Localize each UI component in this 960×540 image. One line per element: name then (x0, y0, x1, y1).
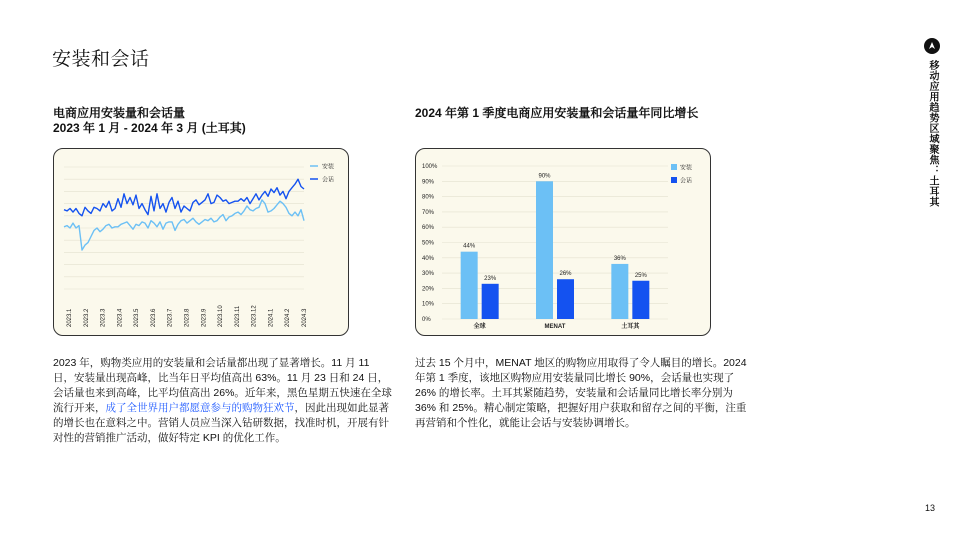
bar-sessions (557, 279, 574, 319)
x-tick-label: 2023.6 (150, 308, 157, 327)
brand-logo-icon (924, 38, 940, 54)
x-tick-label: 2023.5 (134, 308, 141, 327)
x-tick-label: 2023.7 (167, 308, 174, 327)
y-tick-label: 40% (422, 255, 435, 262)
data-label: 25% (634, 272, 647, 279)
y-tick-label: 50% (422, 240, 435, 247)
x-tick-label: 2023.12 (251, 305, 258, 327)
bar-chart (416, 149, 710, 335)
left-chart-title (53, 106, 246, 136)
left-body-text-part1: 2023 年，购物类应用的安装量和会话量都出现了显著增长。11 月 11 日，安装量出现高峰，比当年日平均值高出 63%。11 月 23 日和 24 日，会话量也来到高峰，比平均值高出 26%。近年来，黑色星期五快速在全球流行开来， (53, 357, 392, 414)
y-tick-label: 80% (422, 194, 435, 201)
legend-label: 会话 (322, 177, 335, 184)
bar-installs (461, 252, 478, 319)
x-tick-label: 2024.1 (268, 308, 275, 327)
bar-installs (611, 264, 628, 319)
legend-swatch (671, 164, 677, 170)
data-label: 36% (613, 255, 626, 262)
x-tick-label: 2023.2 (83, 308, 90, 327)
x-tick-label: 2023.10 (218, 305, 225, 327)
data-label: 90% (538, 173, 551, 180)
data-label: 26% (559, 271, 572, 278)
bar-chart-card (415, 148, 711, 336)
x-category-label: MENAT (544, 324, 566, 330)
right-chart-title: 2024 年第 1 季度电商应用安装量和会话量年同比增长 (415, 106, 699, 120)
y-tick-label: 100% (422, 164, 438, 170)
x-tick-label: 2024.3 (302, 308, 308, 327)
legend-label: 会话 (680, 178, 693, 185)
x-tick-label: 2024.2 (285, 308, 292, 327)
legend-swatch (671, 177, 677, 183)
page-number: 13 (925, 503, 936, 513)
y-tick-label: 30% (422, 271, 435, 278)
left-chart-title-line1: 电商应用安装量和会话量 (53, 106, 186, 120)
bar-installs (536, 181, 553, 319)
x-tick-label: 2023.3 (100, 308, 107, 327)
right-body-text: 过去 15 个月中，MENAT 地区的购物应用取得了令人瞩目的增长。2024 年第 1 季度，该地区购物应用安装量同比增长 90%，会话量也实现了 26% 的增长率。土耳其紧随趋势，安装量和会话量同比增长率分别为 36% 和 25%。精心制定策略，把握好用户获取和留存之间的平衡，注重再营销和个性化，就能让会话与安装协调增长。 (415, 357, 747, 429)
x-tick-label: 2023.9 (201, 308, 208, 327)
line-chart (54, 149, 348, 335)
legend-label: 安装 (322, 164, 335, 171)
x-tick-label: 2023.4 (117, 308, 124, 327)
left-body-text (53, 356, 393, 446)
data-label: 23% (484, 275, 497, 282)
x-tick-label: 2023.1 (67, 308, 73, 327)
y-tick-label: 20% (422, 286, 435, 293)
y-tick-label: 10% (422, 301, 435, 308)
x-tick-label: 2023.8 (184, 308, 191, 327)
line-chart-card (53, 148, 349, 336)
data-label: 44% (463, 243, 476, 250)
legend-label: 安装 (680, 165, 693, 172)
y-tick-label: 60% (422, 225, 435, 232)
y-tick-label: 90% (422, 179, 435, 186)
bar-sessions (632, 281, 649, 319)
left-body-text-part2: ，因此出现如此显著的增长也在意料之中。营销人员应当深入钻研数据，找准时机，开展有针对性的营销推广活动，做好特定 KPI 的优化工作。 (53, 402, 389, 444)
y-tick-label: 70% (422, 209, 435, 216)
x-category-label: 土耳其 (621, 324, 640, 330)
side-title: 移动应用趋势区域聚焦：土耳其 (927, 60, 938, 207)
left-chart-title-line2: 2023 年 1 月 - 2024 年 3 月 (土耳其) (53, 121, 246, 135)
x-category-label: 全球 (473, 324, 486, 330)
bar-sessions (482, 284, 499, 319)
y-tick-label: 0% (422, 317, 431, 323)
page-title: 安装和会话 (52, 49, 150, 70)
shopping-festival-link[interactable]: 成了全世界用户都愿意参与的购物狂欢节 (105, 402, 295, 414)
x-tick-label: 2023.11 (234, 305, 241, 327)
